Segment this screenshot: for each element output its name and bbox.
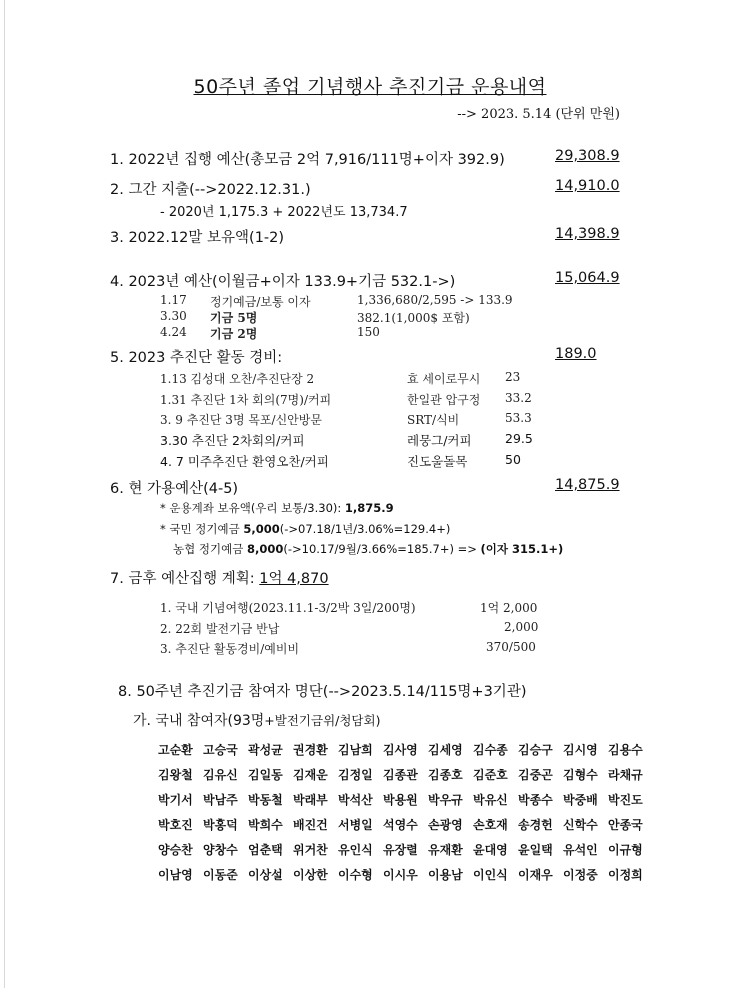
sec5-row-item: 4. 7 미주추진단 환영오찬/커피 <box>160 454 329 469</box>
section-2-detail: - 2020년 1,175.3 + 2022년도 13,734.7 <box>160 205 408 220</box>
section-8-label: 8. 50주년 추진기금 참여자 명단(-->2023.5.14/115명+3기관) <box>118 684 527 700</box>
sec6-line-3: 농협 정기예금 8,000(->10.17/9월/3.66%=185.7+) => (이자 315.1+) <box>173 542 564 556</box>
participant-name: 양승찬 <box>158 843 193 857</box>
participant-name: 이수형 <box>338 868 373 882</box>
participant-name: 유인식 <box>338 843 373 857</box>
sec4-row-date: 3.30 <box>160 309 187 323</box>
sec7-row-value: 1억 2,000 <box>480 601 538 615</box>
sec5-row-item: 3. 9 추진단 3명 목포/신안방문 <box>160 413 322 427</box>
participant-name: 권경환 <box>293 743 328 757</box>
participant-name: 박석산 <box>338 793 373 807</box>
participant-name: 이남영 <box>158 868 193 882</box>
sec4-row-item: 기금 2명 <box>210 327 258 341</box>
participant-name: 유석인 <box>563 843 598 857</box>
participant-name: 이정희 <box>608 868 643 882</box>
participant-name: 고순환 <box>158 743 193 757</box>
sec4-row-value: 150 <box>357 325 380 339</box>
participant-name: 석영수 <box>383 818 418 832</box>
sec5-row-value: 33.2 <box>505 391 532 405</box>
document-title: 50주년 졸업 기념행사 추진기금 운용내역 <box>193 76 547 98</box>
participant-name: 라채규 <box>608 768 643 782</box>
participant-name: 김재운 <box>293 768 328 782</box>
sec5-row-place: SRT/식비 <box>407 413 460 427</box>
sec5-row-value: 29.5 <box>505 431 533 446</box>
participant-row <box>158 762 653 787</box>
sec7-row-value: 370/500 <box>486 640 536 654</box>
participant-name: 김사영 <box>383 743 418 757</box>
participant-name: 박기서 <box>158 793 193 807</box>
participant-name: 신학수 <box>563 818 598 832</box>
participant-name: 김수종 <box>473 743 508 757</box>
sec6-line-1: * 운용계좌 보유액(우리 보통/3.30): 1,875.9 <box>160 501 394 515</box>
section-5-label: 5. 2023 추진단 활동 경비: <box>110 350 283 366</box>
participant-name: 이규형 <box>608 843 643 857</box>
sec4-row-value: 382.1(1,000$ 포함) <box>357 311 470 325</box>
participant-name: 박남주 <box>203 793 238 807</box>
participant-names-grid <box>158 737 653 887</box>
participant-name: 김형수 <box>563 768 598 782</box>
participant-row <box>158 787 653 812</box>
participant-name: 박홍덕 <box>203 818 238 832</box>
sec5-row-place: 진도울돌목 <box>407 454 468 469</box>
section-3-amount: 14,398.9 <box>555 226 620 242</box>
sec7-row-item: 2. 22회 발전기금 반납 <box>160 622 280 636</box>
participant-name: 김일동 <box>248 768 283 782</box>
participant-name: 위거찬 <box>293 843 328 857</box>
participant-name: 김정일 <box>338 768 373 782</box>
participant-name: 엄춘택 <box>248 843 283 857</box>
participant-name: 송경헌 <box>518 818 553 832</box>
sec7-row-item: 3. 추진단 활동경비/예비비 <box>160 642 300 656</box>
sec4-row-item: 정기예금/보통 이자 <box>210 295 311 309</box>
participant-name: 서병일 <box>338 818 373 832</box>
sec4-row-date: 4.24 <box>160 325 187 339</box>
sec5-row-place: 한일관 압구정 <box>407 393 481 407</box>
participant-row <box>158 812 653 837</box>
section-7-label: 7. 금후 예산집행 계획: 1억 4,870 <box>110 571 329 587</box>
participant-name: 박동철 <box>248 793 283 807</box>
participant-name: 이재우 <box>518 868 553 882</box>
participant-name: 박중배 <box>563 793 598 807</box>
section-6-label: 6. 현 가용예산(4-5) <box>110 481 239 497</box>
section-2-amount: 14,910.0 <box>555 178 620 194</box>
section-1-label: 1. 2022년 집행 예산(총모금 2억 7,916/111명+이자 392.9) <box>110 152 505 168</box>
participant-name: 이상설 <box>248 868 283 882</box>
participant-name: 김유신 <box>203 768 238 782</box>
participant-name: 김시영 <box>563 743 598 757</box>
section-8-subheading: 가. 국내 참여자(93명+발전기금위/청담회) <box>133 713 381 729</box>
document-date-unit: --> 2023. 5.14 (단위 만원) <box>457 107 620 122</box>
participant-name: 양창수 <box>203 843 238 857</box>
participant-name: 이용남 <box>428 868 463 882</box>
participant-name: 손호재 <box>473 818 508 832</box>
participant-name: 유장렬 <box>383 843 418 857</box>
participant-name: 김승구 <box>518 743 553 757</box>
participant-name: 박진도 <box>608 793 643 807</box>
participant-name: 김왕철 <box>158 768 193 782</box>
participant-name: 박우규 <box>428 793 463 807</box>
participant-name: 이상한 <box>293 868 328 882</box>
participant-name: 김중곤 <box>518 768 553 782</box>
participant-name: 윤대영 <box>473 843 508 857</box>
sec4-row-date: 1.17 <box>160 293 187 307</box>
participant-name: 이정중 <box>563 868 598 882</box>
sec5-row-value: 53.3 <box>505 411 532 425</box>
sec5-row-item: 1.13 김성대 오찬/추진단장 2 <box>160 372 315 386</box>
sec4-row-item: 기금 5명 <box>210 311 258 325</box>
participant-name: 김세영 <box>428 743 463 757</box>
participant-name: 박종수 <box>518 793 553 807</box>
participant-name: 김종호 <box>428 768 463 782</box>
participant-name: 배진건 <box>293 818 328 832</box>
participant-name: 박호진 <box>158 818 193 832</box>
sec5-row-item: 3.30 추진단 2차회의/커피 <box>160 433 305 448</box>
participant-name: 윤일택 <box>518 843 553 857</box>
sec5-row-place: 레뭉그/커피 <box>407 433 472 448</box>
section-1-amount: 29,308.9 <box>555 148 620 164</box>
participant-name: 곽성균 <box>248 743 283 757</box>
sec4-row-value: 1,336,680/2,595 -> 133.9 <box>357 293 513 307</box>
section-3-label: 3. 2022.12말 보유액(1-2) <box>110 230 285 246</box>
section-4-amount: 15,064.9 <box>555 270 620 286</box>
participant-name: 손광영 <box>428 818 463 832</box>
participant-name: 김용수 <box>608 743 643 757</box>
participant-name: 김남희 <box>338 743 373 757</box>
sec6-line-2: * 국민 정기예금 5,000(->07.18/1년/3.06%=129.4+) <box>160 522 451 536</box>
participant-name: 김준호 <box>473 768 508 782</box>
sec5-row-item: 1.31 추진단 1차 회의(7명)/커피 <box>160 393 332 407</box>
participant-name: 박용원 <box>383 793 418 807</box>
participant-name: 김종관 <box>383 768 418 782</box>
participant-row <box>158 862 653 887</box>
sec5-row-place: 효 세이로무시 <box>407 372 481 386</box>
section-7-total: 1억 4,870 <box>259 571 329 587</box>
participant-name: 박래부 <box>293 793 328 807</box>
page-border <box>4 0 5 988</box>
participant-row <box>158 737 653 762</box>
sec5-row-value: 23 <box>505 370 521 384</box>
sec5-row-value: 50 <box>505 452 521 467</box>
section-2-label: 2. 그간 지출(-->2022.12.31.) <box>110 182 311 198</box>
section-4-label: 4. 2023년 예산(이월금+이자 133.9+기금 532.1->) <box>110 274 456 290</box>
participant-name: 유재환 <box>428 843 463 857</box>
participant-name: 이인식 <box>473 868 508 882</box>
sec7-row-item: 1. 국내 기념여행(2023.11.1-3/2박 3일/200명) <box>160 601 416 615</box>
section-6-amount: 14,875.9 <box>555 477 620 493</box>
section-5-amount: 189.0 <box>555 346 597 362</box>
participant-name: 이시우 <box>383 868 418 882</box>
participant-name: 박유신 <box>473 793 508 807</box>
participant-name: 고승국 <box>203 743 238 757</box>
sec7-row-value: 2,000 <box>504 620 539 634</box>
participant-name: 안종국 <box>608 818 643 832</box>
participant-row <box>158 837 653 862</box>
participant-name: 이동준 <box>203 868 238 882</box>
participant-name: 박희수 <box>248 818 283 832</box>
